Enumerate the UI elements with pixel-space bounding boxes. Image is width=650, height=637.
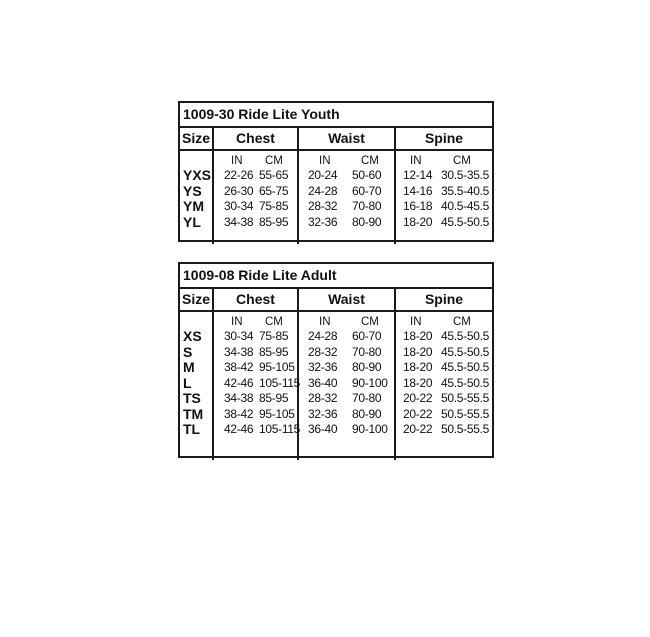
- spine-cm-value: 50.5-55.5: [441, 406, 490, 421]
- adult-size-chart: [178, 262, 494, 458]
- waist-in-value: 32-36: [308, 406, 338, 421]
- chest-header: Chest: [214, 289, 299, 310]
- waist-column: [299, 151, 396, 244]
- waist-in-value: 36-40: [308, 375, 338, 390]
- table-row: [299, 329, 394, 345]
- unit-cm: CM: [361, 155, 379, 167]
- spine-in-value: 18-20: [403, 329, 433, 343]
- adult-chart-title: 1009-08 Ride Lite Adult: [180, 264, 492, 289]
- unit-header: [214, 315, 297, 329]
- unit-in: IN: [319, 316, 331, 328]
- spine-in-value: 20-22: [403, 406, 433, 421]
- table-row: [299, 376, 394, 392]
- table-row: [396, 422, 492, 438]
- spine-in-value: 12-14: [403, 168, 433, 182]
- spine-cm-value: 40.5-45.5: [441, 199, 490, 213]
- unit-header: [396, 154, 492, 168]
- unit-header: [214, 154, 297, 168]
- spine-column: [396, 312, 492, 460]
- table-row: [299, 184, 394, 200]
- chest-in-value: 38-42: [224, 406, 254, 421]
- waist-in-value: 28-32: [308, 391, 338, 405]
- table-row: [396, 168, 492, 184]
- chest-cm-value: 95-105: [259, 360, 295, 374]
- unit-header: [396, 315, 492, 329]
- waist-in-value: 28-32: [308, 344, 338, 359]
- chest-column: [214, 151, 299, 244]
- table-row: [214, 215, 297, 231]
- youth-size-chart: [178, 101, 494, 242]
- waist-cm-value: 60-70: [352, 183, 382, 198]
- youth-header-row: [180, 128, 492, 151]
- size-label: XS: [183, 328, 202, 344]
- unit-in: IN: [410, 155, 422, 167]
- unit-cm: CM: [265, 155, 283, 167]
- chest-in-value: 30-34: [224, 199, 254, 213]
- size-label: L: [183, 374, 192, 391]
- unit-cm: CM: [453, 316, 471, 328]
- size-label: M: [183, 359, 195, 375]
- unit-in: IN: [231, 155, 243, 167]
- chest-in-value: 34-38: [224, 214, 254, 229]
- spine-cm-value: 35.5-40.5: [441, 183, 490, 198]
- table-row: [396, 199, 492, 215]
- waist-cm-value: 70-80: [352, 344, 382, 359]
- waist-cm-value: 70-80: [352, 199, 382, 213]
- table-row: [214, 360, 297, 376]
- waist-in-value: 20-24: [308, 168, 338, 182]
- spine-column: [396, 151, 492, 244]
- waist-cm-value: 90-100: [352, 375, 388, 390]
- table-row: [299, 407, 394, 423]
- spine-cm-value: 50.5-55.5: [441, 422, 490, 436]
- table-row: [299, 345, 394, 361]
- spine-cm-value: 30.5-35.5: [441, 168, 490, 182]
- size-label: TS: [183, 390, 201, 406]
- chest-in-value: 42-46: [224, 422, 254, 436]
- size-label: YS: [183, 182, 202, 199]
- size-list: [180, 154, 212, 230]
- spine-in-value: 20-22: [403, 391, 433, 405]
- chest-cm-value: 75-85: [259, 329, 289, 343]
- unit-in: IN: [231, 316, 243, 328]
- table-row: [214, 422, 301, 438]
- chest-cm-value: 85-95: [259, 391, 289, 405]
- spine-cm-value: 45.5-50.5: [441, 329, 490, 343]
- spine-in-value: 14-16: [403, 183, 433, 198]
- unit-cm: CM: [265, 316, 283, 328]
- table-row: [214, 391, 297, 407]
- waist-cm-value: 60-70: [352, 329, 382, 343]
- spine-in-value: 18-20: [403, 214, 433, 229]
- table-row: [214, 184, 297, 200]
- waist-header: Waist: [299, 128, 396, 149]
- spine-cm-value: 50.5-55.5: [441, 391, 490, 405]
- table-row: [396, 407, 492, 423]
- chest-in-value: 34-38: [224, 391, 254, 405]
- table-row: [299, 199, 394, 215]
- size-column: [180, 312, 214, 460]
- chest-cm-value: 55-65: [259, 168, 289, 182]
- spine-in-value: 16-18: [403, 199, 433, 213]
- chest-header: Chest: [214, 128, 299, 149]
- chest-cm-value: 75-85: [259, 199, 289, 213]
- table-row: [396, 184, 492, 200]
- table-row: [214, 199, 297, 215]
- table-row: [396, 215, 492, 231]
- spine-header: Spine: [424, 291, 464, 307]
- unit-header: [299, 315, 394, 329]
- table-row: [396, 329, 492, 345]
- table-row: [396, 360, 492, 376]
- chest-in-value: 38-42: [224, 360, 254, 374]
- waist-cm-value: 80-90: [352, 406, 382, 421]
- chest-in-value: 30-34: [224, 329, 254, 343]
- spine-cm-value: 45.5-50.5: [441, 214, 490, 229]
- table-row: [214, 375, 301, 392]
- spine-header: Spine: [424, 130, 464, 146]
- table-row: [299, 391, 394, 407]
- table-row: [396, 376, 492, 392]
- spine-in-value: 18-20: [403, 344, 433, 359]
- unit-header: [299, 154, 394, 168]
- table-row: [214, 345, 297, 361]
- size-column: [180, 151, 214, 244]
- size-label: YXS: [183, 167, 212, 183]
- table-row: [396, 345, 492, 361]
- spine-in-value: 20-22: [403, 422, 433, 436]
- chest-in-value: 26-30: [224, 183, 254, 198]
- table-row: [214, 168, 297, 184]
- spine-in-value: 18-20: [403, 360, 433, 374]
- unit-in: IN: [319, 155, 331, 167]
- waist-cm-value: 70-80: [352, 391, 382, 405]
- waist-in-value: 32-36: [308, 360, 338, 374]
- adult-body: [180, 312, 492, 460]
- table-row: [299, 215, 394, 231]
- size-header: Size: [180, 128, 214, 149]
- chest-cm-value: 85-95: [259, 344, 289, 359]
- size-label: TM: [183, 405, 204, 422]
- table-row: [396, 391, 492, 407]
- unit-cm: CM: [361, 316, 379, 328]
- chest-cm-value: 85-95: [259, 214, 289, 229]
- size-list: [180, 315, 212, 438]
- unit-cm: CM: [453, 155, 471, 167]
- size-header: Size: [180, 289, 214, 310]
- adult-header-row: [180, 289, 492, 312]
- size-label: YL: [183, 213, 201, 230]
- waist-in-value: 24-28: [308, 183, 338, 198]
- table-row: [299, 360, 394, 376]
- waist-cm-value: 90-100: [352, 422, 388, 436]
- table-row: [299, 168, 394, 184]
- spine-in-value: 18-20: [403, 375, 433, 390]
- table-row: [214, 407, 297, 423]
- waist-cm-value: 50-60: [352, 168, 382, 182]
- table-row: [214, 329, 297, 345]
- waist-in-value: 24-28: [308, 329, 338, 343]
- chest-cm-value: 105-115: [259, 375, 301, 390]
- waist-cm-value: 80-90: [352, 360, 382, 374]
- waist-cm-value: 80-90: [352, 214, 382, 229]
- waist-in-value: 28-32: [308, 199, 338, 213]
- waist-in-value: 32-36: [308, 214, 338, 229]
- waist-header: Waist: [299, 289, 396, 310]
- youth-chart-title: 1009-30 Ride Lite Youth: [180, 103, 492, 128]
- chest-in-value: 42-46: [224, 375, 254, 390]
- spine-cm-value: 45.5-50.5: [441, 360, 490, 374]
- chest-cm-value: 105-115: [259, 422, 301, 436]
- size-label: S: [183, 343, 193, 360]
- youth-body: [180, 151, 492, 244]
- spine-cm-value: 45.5-50.5: [441, 344, 490, 359]
- chest-cm-value: 95-105: [259, 406, 295, 421]
- chest-in-value: 34-38: [224, 344, 254, 359]
- chest-in-value: 22-26: [224, 168, 254, 182]
- chest-cm-value: 65-75: [259, 183, 289, 198]
- waist-in-value: 36-40: [308, 422, 338, 436]
- size-label: YM: [183, 198, 204, 214]
- size-label: TL: [183, 421, 201, 437]
- waist-column: [299, 312, 396, 460]
- chest-column: [214, 312, 299, 460]
- spine-cm-value: 45.5-50.5: [441, 375, 490, 390]
- unit-in: IN: [410, 316, 422, 328]
- table-row: [299, 422, 394, 438]
